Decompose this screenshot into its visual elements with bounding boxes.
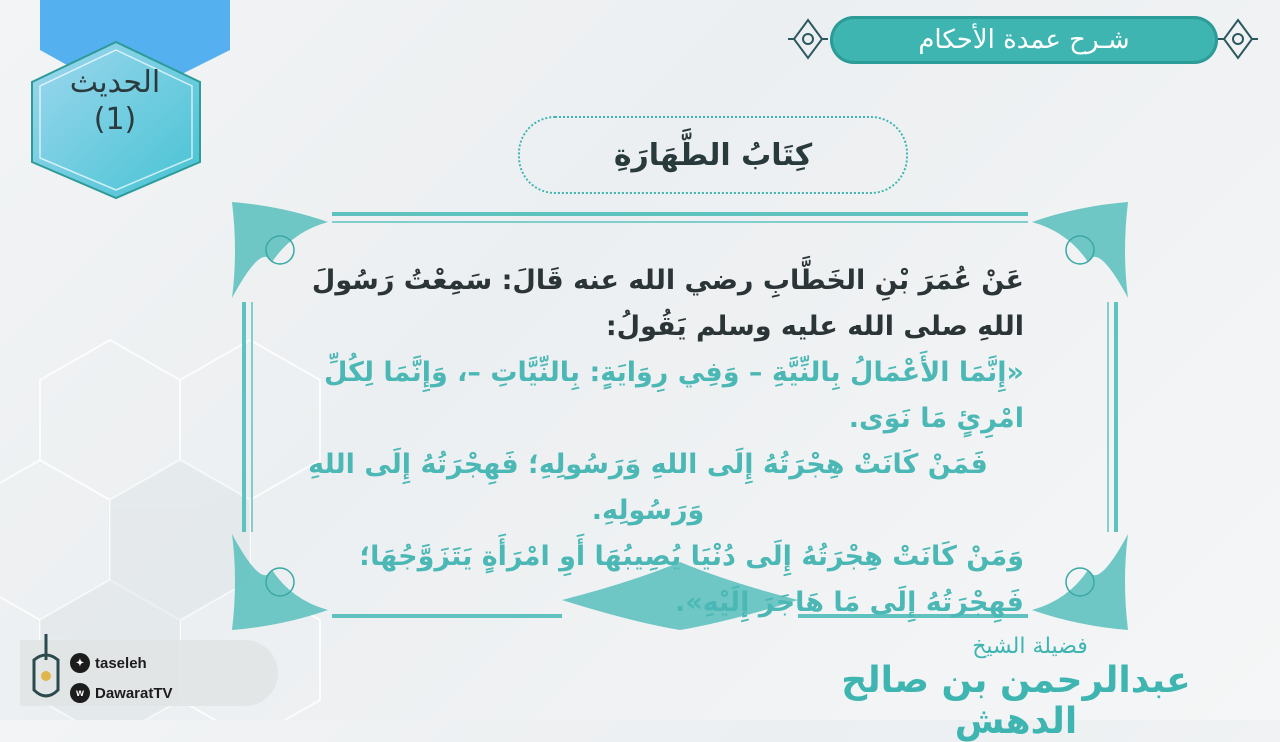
twitter-row[interactable] — [70, 652, 147, 674]
channel-logo-icon — [28, 630, 64, 710]
series-title-banner: شـرح عمدة الأحكام — [830, 16, 1218, 64]
hadith-line: وَمَنْ كَانَتْ هِجْرَتُهُ إِلَى دُنْيَا يُصِيبُهَا أَوِ امْرَأَةٍ يَتَزَوَّجُهَا؛ فَهِجْرَتُهُ إِلَى مَا هَاجَرَ إِلَيْهِ».‏ — [359, 541, 1024, 618]
chapter-title: كِتَابُ الطَّهَارَةِ — [518, 116, 908, 194]
twitter-icon: ✦ — [70, 653, 90, 673]
hadith-intro: عَنْ عُمَرَ بْنِ الخَطَّابِ رضي الله عنه قَالَ: سَمِعْتُ رَسُولَ اللهِ صلى الله عليه وسلم يَقُولُ: — [311, 265, 1024, 342]
speaker-label: فضيلة الشيخ — [972, 634, 1088, 659]
hadith-line: فَمَنْ كَانَتْ هِجْرَتُهُ إِلَى اللهِ وَرَسُولِهِ؛ فَهِجْرَتُهُ إِلَى اللهِ وَرَسُولِهِ. — [308, 449, 988, 526]
twitter-handle: taseleh — [95, 654, 147, 672]
website-name: DawaratTV — [95, 684, 173, 702]
badge-title: الحديث — [69, 65, 161, 100]
www-icon: w — [70, 683, 90, 703]
hadith-line: «إِنَّمَا الأَعْمَالُ بِالنِّيَّةِ – وَفِي رِوَايَةٍ: بِالنِّيَّاتِ –، وَإِنَّمَا لِكُلِّ امْرِئٍ مَا نَوَى. — [324, 357, 1024, 434]
website-row[interactable] — [70, 682, 173, 704]
speaker-name: عبدالرحمن بن صالح الدهش — [841, 660, 1191, 742]
ornament-right-icon — [1218, 14, 1258, 64]
ornament-left-icon — [788, 14, 828, 64]
badge-number: (1) — [93, 102, 137, 137]
hadith-text — [272, 258, 1024, 626]
